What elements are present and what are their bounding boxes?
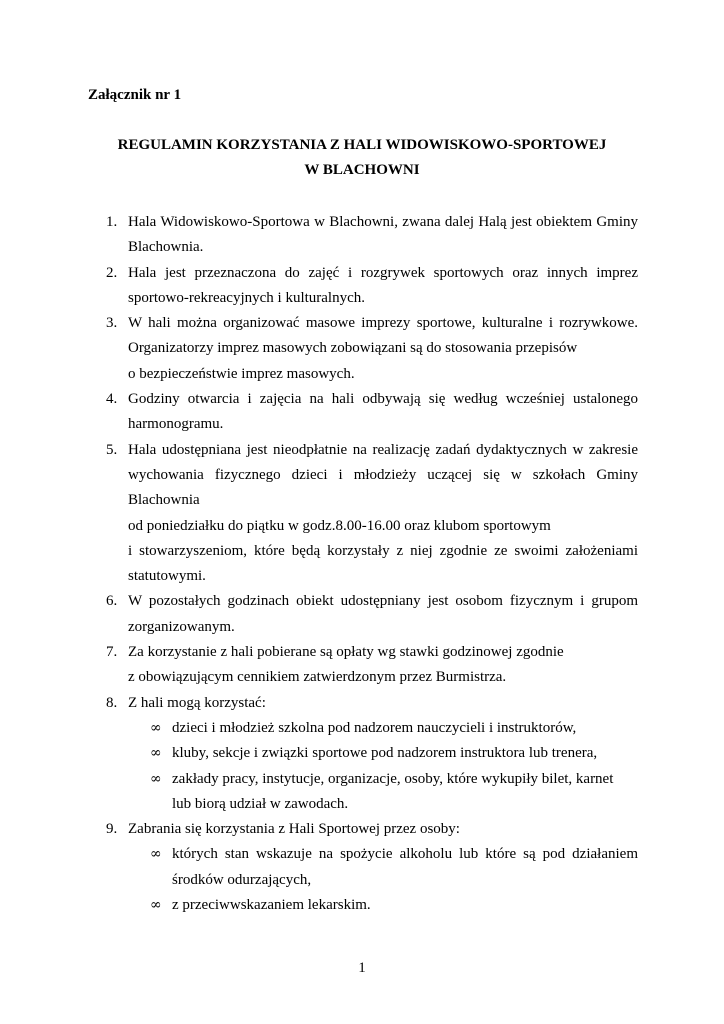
infinity-bullet-icon: ∞	[150, 770, 162, 787]
page-number: 1	[358, 960, 366, 976]
regulation-item-2	[106, 261, 638, 312]
bullet-line: kluby, sekcje i związki sportowe pod nadzorem instruktora lub trenera,	[172, 745, 598, 762]
item-line: i stowarzyszeniom, które będą korzystały z niej zgodnie ze swoimi założeniami	[128, 542, 638, 559]
infinity-bullet-icon: ∞	[150, 897, 162, 914]
item-line: W hali można organizować masowe imprezy sportowe, kulturalne i rozrywkowe.	[128, 315, 638, 332]
item-number: 3.	[106, 315, 118, 332]
regulation-item-8	[106, 691, 638, 817]
bullet-line: zakłady pracy, instytucje, organizacje, osoby, które wykupiły bilet, karnet	[172, 770, 614, 787]
item-line: Hala udostępniana jest nieodpłatnie na realizację zadań dydaktycznych w zakresie	[128, 441, 638, 458]
bullet-item	[128, 842, 638, 893]
item-line: zorganizowanym.	[128, 618, 235, 635]
item-number: 9.	[106, 821, 118, 838]
infinity-bullet-icon: ∞	[150, 745, 162, 762]
item-line: wychowania fizycznego dzieci i młodzieży uczącej się w szkołach Gminy Blachownia	[128, 466, 638, 509]
bullet-list	[128, 716, 638, 817]
item-number: 4.	[106, 391, 118, 408]
item-line: o bezpieczeństwie imprez masowych.	[128, 365, 355, 382]
bullet-line: lub biorą udział w zawodach.	[172, 795, 349, 812]
bullet-item	[128, 741, 638, 766]
regulation-item-7	[106, 640, 638, 691]
regulation-item-3	[106, 311, 638, 387]
regulation-item-9	[106, 817, 638, 918]
item-line: Za korzystanie z hali pobierane są opłaty wg stawki godzinowej zgodnie	[128, 644, 564, 661]
item-line: sportowo-rekreacyjnych i kulturalnych.	[128, 289, 366, 306]
item-number: 2.	[106, 264, 118, 281]
item-number: 8.	[106, 694, 118, 711]
item-line: Hala Widowiskowo-Sportowa w Blachowni, zwana dalej Halą jest obiektem Gminy	[128, 214, 638, 230]
regulation-list	[106, 210, 638, 918]
item-line: od poniedziałku do piątku w godz.8.00-16.00 oraz klubom sportowym	[128, 517, 551, 534]
regulation-item-5	[106, 438, 638, 590]
item-line: W pozostałych godzinach obiekt udostępniany jest osobom fizycznym i grupom	[128, 593, 638, 610]
bullet-list	[128, 842, 638, 918]
bullet-item	[128, 716, 638, 741]
item-line: Hala jest przeznaczona do zajęć i rozgrywek sportowych oraz innych imprez	[128, 264, 638, 281]
bullet-item	[128, 767, 638, 818]
item-line: statutowymi.	[128, 568, 206, 585]
document-title-line-2: W BLACHOWNI	[304, 162, 420, 178]
item-line: Blachownia.	[128, 239, 204, 256]
item-number: 5.	[106, 441, 118, 458]
item-line: Z hali mogą korzystać:	[128, 694, 266, 711]
item-line: z obowiązującym cennikiem zatwierdzonym przez Burmistrza.	[128, 669, 507, 686]
item-line: Godziny otwarcia i zajęcia na hali odbywają się według wcześniej ustalonego	[128, 391, 638, 408]
document-title-line-1: REGULAMIN KORZYSTANIA Z HALI WIDOWISKOWO-SPORTOWEJ	[117, 137, 607, 153]
item-number: 7.	[106, 644, 118, 661]
item-line: Zabrania się korzystania z Hali Sportowej przez osoby:	[128, 821, 460, 838]
regulation-item-1	[106, 210, 638, 261]
bullet-item	[128, 893, 638, 918]
infinity-bullet-icon: ∞	[150, 719, 162, 736]
bullet-line: dzieci i młodzież szkolna pod nadzorem nauczycieli i instruktorów,	[172, 719, 577, 736]
item-number: 1.	[106, 214, 118, 230]
item-number: 6.	[106, 593, 118, 610]
regulation-item-6	[106, 589, 638, 640]
bullet-line: środków odurzających,	[172, 871, 312, 888]
attachment-label: Załącznik nr 1	[88, 87, 182, 103]
item-line: Organizatorzy imprez masowych zobowiązani są do stosowania przepisów	[128, 340, 578, 357]
regulation-item-4	[106, 387, 638, 438]
infinity-bullet-icon: ∞	[150, 846, 162, 863]
bullet-line: których stan wskazuje na spożycie alkoholu lub które są pod działaniem	[172, 846, 638, 863]
item-line: harmonogramu.	[128, 416, 224, 433]
bullet-line: z przeciwwskazaniem lekarskim.	[172, 897, 371, 914]
